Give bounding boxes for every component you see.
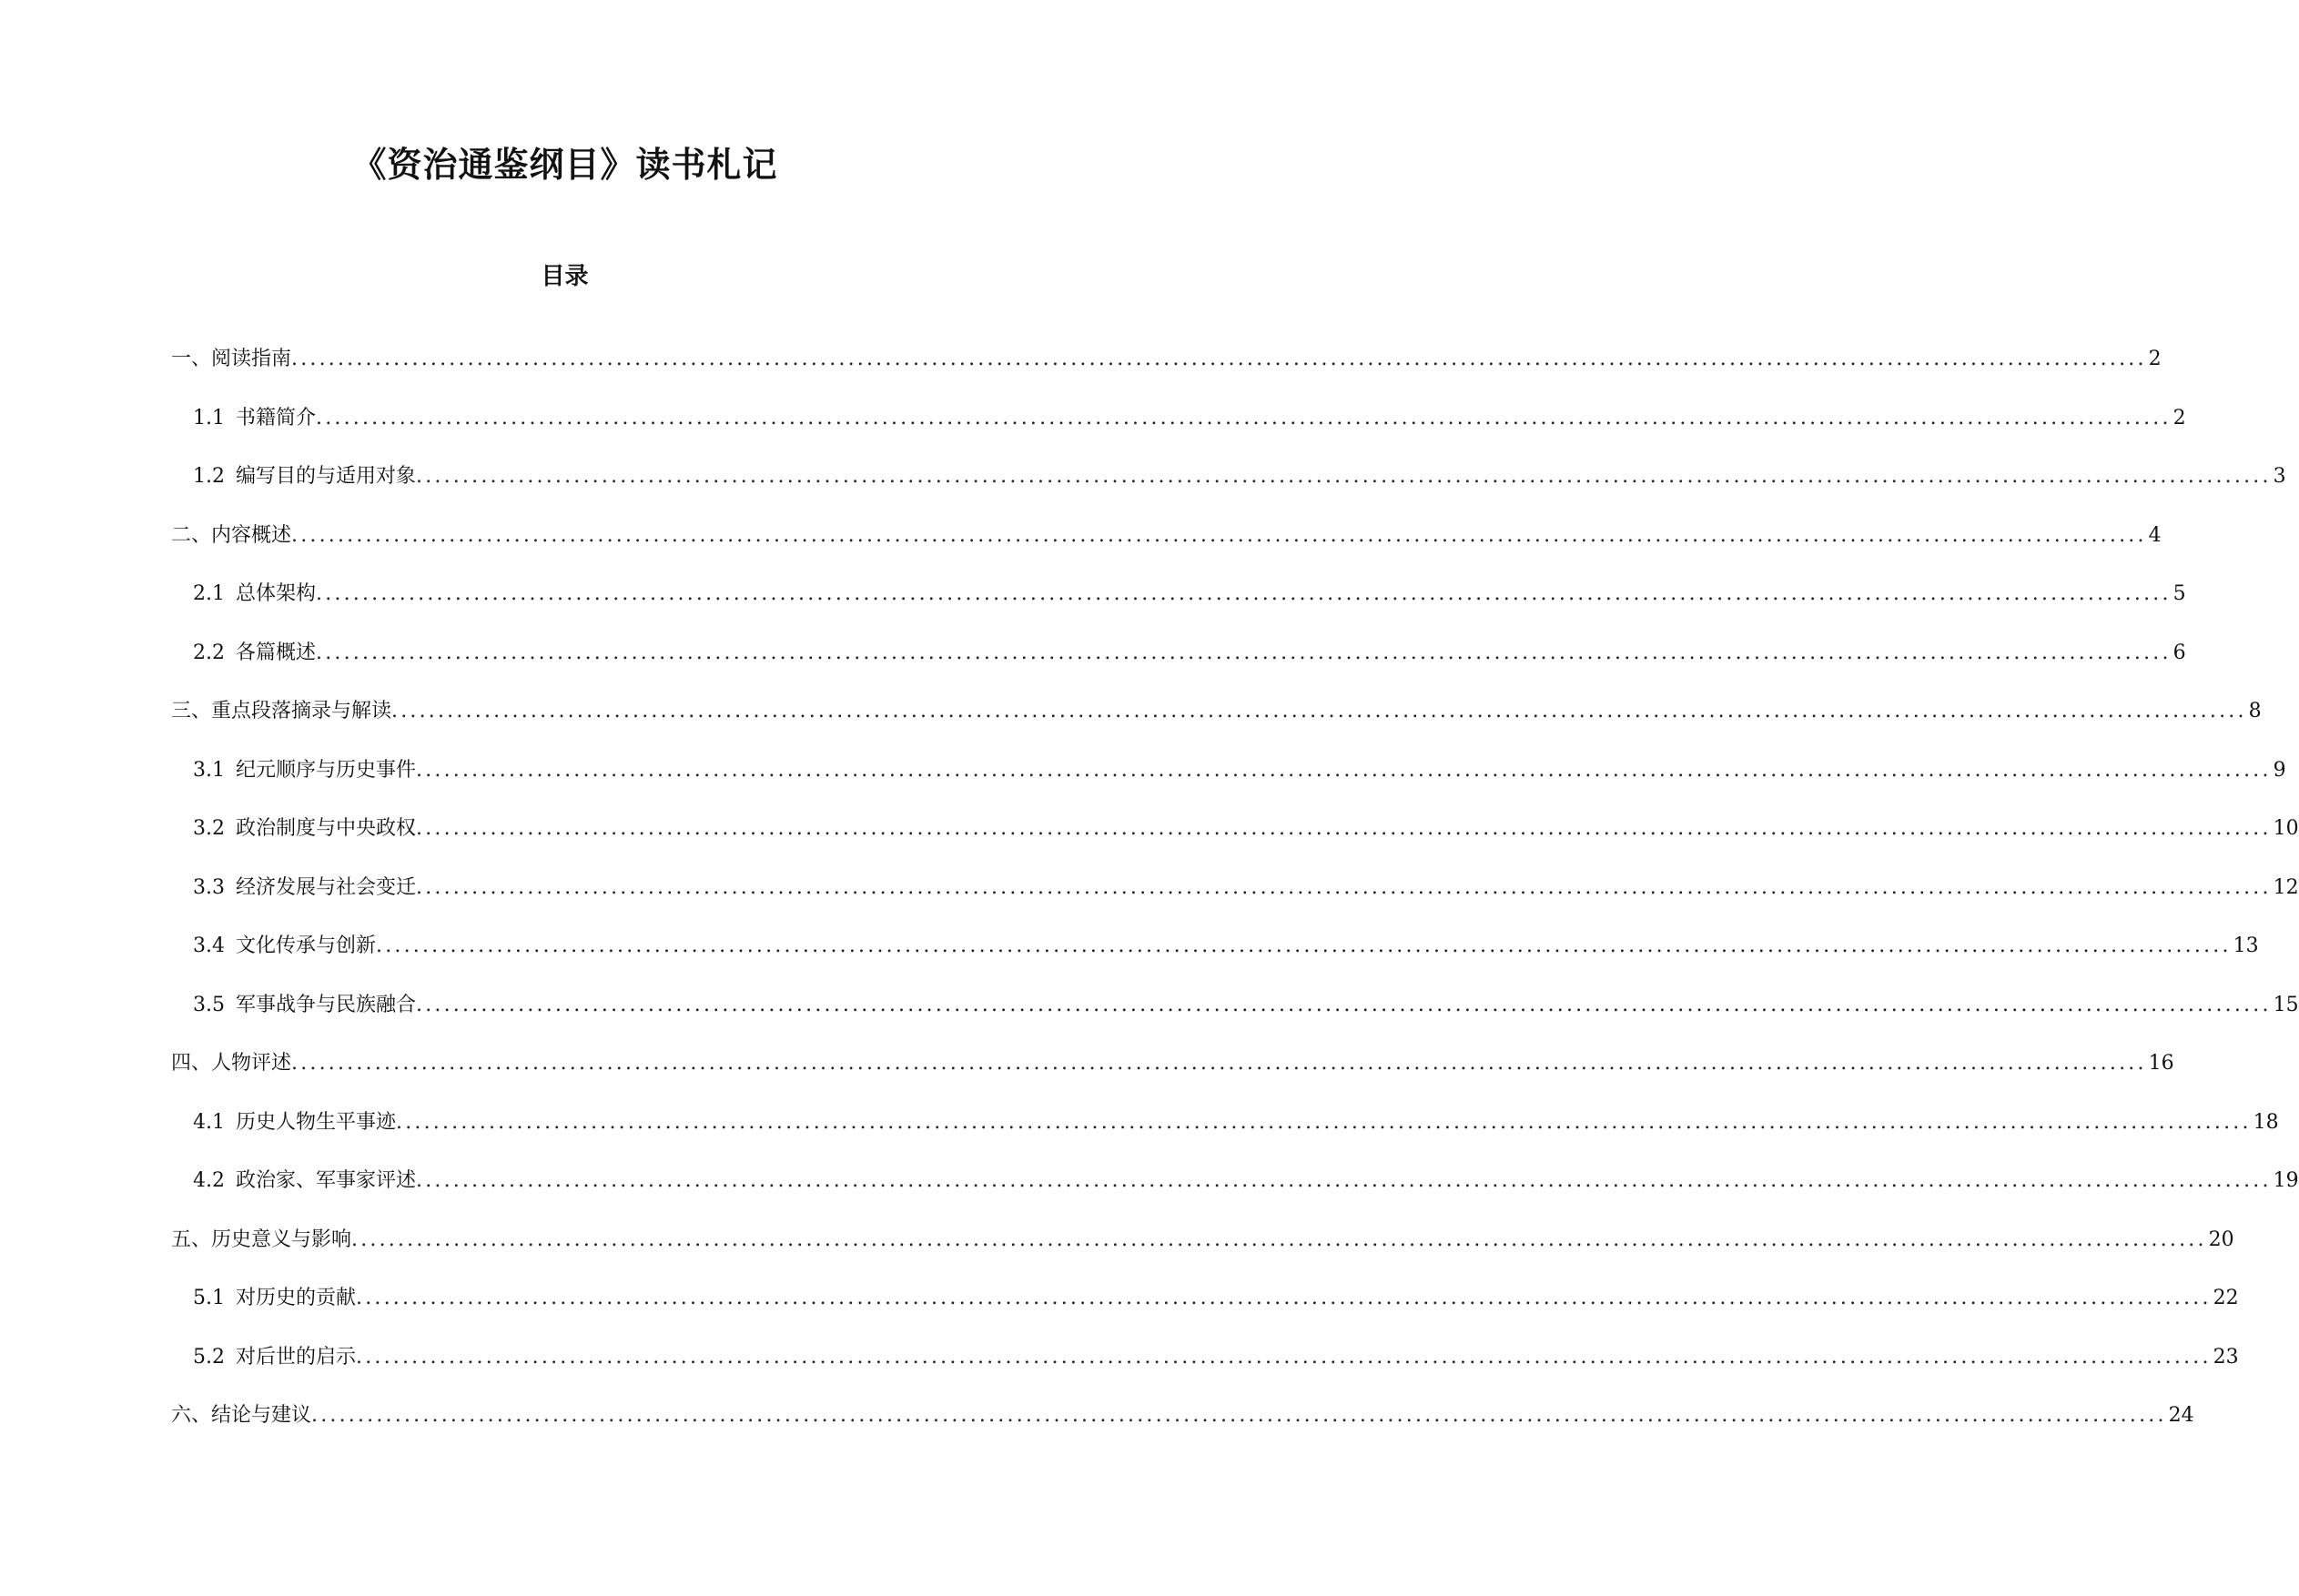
toc-entry-number: 3.1 xyxy=(193,758,225,782)
toc-entry-title: 总体架构 xyxy=(236,582,317,605)
toc-dot-leader: ........................................................................................................................................................................................................ xyxy=(416,1169,2272,1192)
toc-entry-page-number: 8 xyxy=(2248,700,2262,722)
toc-entry-title: 四、人物评述 xyxy=(171,1052,292,1075)
toc-entry-page-number: 20 xyxy=(2208,1227,2234,1251)
toc-entry-title: 三、重点段落摘录与解读 xyxy=(171,700,392,722)
toc-entry[interactable] xyxy=(193,755,2286,786)
toc-dot-leader: ........................................................................................................................................................................................................ xyxy=(291,348,2147,370)
toc-dot-leader: ........................................................................................................................................................................................................ xyxy=(376,934,2232,957)
toc-entry-number: 5.1 xyxy=(193,1287,225,1309)
toc-dot-leader: ........................................................................................................................................................................................................ xyxy=(351,1227,2207,1251)
toc-entry-page-number: 10 xyxy=(2273,817,2299,840)
toc-entry[interactable] xyxy=(193,1342,2239,1373)
toc-entry-title: 经济发展与社会变迁 xyxy=(236,875,417,899)
toc-entry-page-number: 3 xyxy=(2273,465,2286,488)
toc-entry[interactable] xyxy=(171,1225,2234,1256)
toc-entry[interactable] xyxy=(193,1107,2279,1138)
toc-entry[interactable] xyxy=(193,931,2259,962)
toc-entry-page-number: 15 xyxy=(2273,993,2299,1016)
toc-entry[interactable] xyxy=(171,520,2162,551)
toc-entry[interactable] xyxy=(193,873,2299,904)
toc-dot-leader: ........................................................................................................................................................................................................ xyxy=(316,641,2172,664)
toc-entry-title: 对历史的贡献 xyxy=(236,1287,357,1309)
toc-entry[interactable] xyxy=(171,1400,2194,1431)
toc-entry-page-number: 9 xyxy=(2273,758,2286,782)
toc-entry-page-number: 12 xyxy=(2273,875,2299,899)
toc-dot-leader: ........................................................................................................................................................................................................ xyxy=(391,700,2247,722)
document-title: 《资治通鉴纲目》读书札记 xyxy=(351,145,778,185)
toc-entry[interactable] xyxy=(193,403,2186,434)
toc-entry-page-number: 2 xyxy=(2148,348,2162,370)
toc-dot-leader: ........................................................................................................................................................................................................ xyxy=(416,875,2272,899)
toc-entry-page-number: 19 xyxy=(2273,1169,2299,1192)
toc-dot-leader: ........................................................................................................................................................................................................ xyxy=(311,1404,2167,1427)
toc-entry-page-number: 6 xyxy=(2172,641,2186,664)
toc-entry-number: 2.1 xyxy=(193,582,225,605)
toc-entry[interactable] xyxy=(193,1166,2299,1197)
toc-entry-title: 政治制度与中央政权 xyxy=(236,817,417,840)
toc-entry-title: 各篇概述 xyxy=(236,641,317,664)
toc-entry-number: 2.2 xyxy=(193,641,225,664)
toc-entry-title: 政治家、军事家评述 xyxy=(236,1169,417,1192)
toc-entry-title: 军事战争与民族融合 xyxy=(236,993,417,1016)
toc-entry-number: 1.1 xyxy=(193,406,225,429)
toc-entry[interactable] xyxy=(193,1283,2239,1314)
toc-entry-title: 对后世的启示 xyxy=(236,1345,357,1369)
toc-entry-page-number: 24 xyxy=(2168,1404,2194,1427)
toc-dot-leader: ........................................................................................................................................................................................................ xyxy=(316,582,2172,605)
toc-entry-number: 3.3 xyxy=(193,875,225,899)
toc-entry-title: 书籍简介 xyxy=(236,406,317,429)
toc-dot-leader: ........................................................................................................................................................................................................ xyxy=(416,758,2272,782)
toc-entry-page-number: 23 xyxy=(2213,1345,2239,1369)
toc-entry[interactable] xyxy=(171,344,2162,375)
toc-entry-title: 编写目的与适用对象 xyxy=(236,465,417,488)
toc-dot-leader: ........................................................................................................................................................................................................ xyxy=(416,817,2272,840)
toc-entry-title: 六、结论与建议 xyxy=(171,1404,312,1427)
toc-entry-title: 纪元顺序与历史事件 xyxy=(236,758,417,782)
toc-dot-leader: ........................................................................................................................................................................................................ xyxy=(356,1287,2212,1309)
toc-entry-number: 3.4 xyxy=(193,934,225,957)
toc-entry-page-number: 4 xyxy=(2148,523,2162,547)
toc-entry-title: 一、阅读指南 xyxy=(171,348,292,370)
toc-entry[interactable] xyxy=(171,1048,2174,1079)
toc-entry-number: 4.2 xyxy=(193,1169,225,1192)
toc-entry[interactable] xyxy=(171,696,2262,727)
toc-entry-number: 5.2 xyxy=(193,1345,225,1369)
toc-dot-leader: ........................................................................................................................................................................................................ xyxy=(416,993,2272,1016)
toc-entry-number: 3.5 xyxy=(193,993,225,1016)
toc-entry-title: 五、历史意义与影响 xyxy=(171,1227,352,1251)
toc-entry-page-number: 2 xyxy=(2172,406,2186,429)
toc-entry-page-number: 16 xyxy=(2148,1052,2174,1075)
toc-dot-leader: ........................................................................................................................................................................................................ xyxy=(416,465,2272,488)
toc-entry[interactable] xyxy=(193,579,2186,610)
toc-dot-leader: ........................................................................................................................................................................................................ xyxy=(291,523,2147,547)
toc-entry-title: 文化传承与创新 xyxy=(236,934,377,957)
toc-entry[interactable] xyxy=(193,990,2299,1021)
toc-dot-leader: ........................................................................................................................................................................................................ xyxy=(291,1052,2147,1075)
toc-entry[interactable] xyxy=(193,638,2186,669)
toc-entry[interactable] xyxy=(193,461,2286,492)
toc-entry[interactable] xyxy=(193,813,2299,844)
toc-entry-page-number: 18 xyxy=(2253,1110,2279,1134)
toc-entry-page-number: 22 xyxy=(2213,1287,2239,1309)
toc-entry-title: 历史人物生平事迹 xyxy=(236,1110,397,1134)
toc-entry-number: 4.1 xyxy=(193,1110,225,1134)
toc-dot-leader: ........................................................................................................................................................................................................ xyxy=(316,406,2172,429)
toc-entry-title: 二、内容概述 xyxy=(171,523,292,547)
toc-heading: 目录 xyxy=(541,263,589,290)
toc-entry-number: 3.2 xyxy=(193,817,225,840)
toc-dot-leader: ........................................................................................................................................................................................................ xyxy=(356,1345,2212,1369)
toc-entry-page-number: 13 xyxy=(2233,934,2259,957)
toc-dot-leader: ........................................................................................................................................................................................................ xyxy=(396,1110,2252,1134)
toc-entry-page-number: 5 xyxy=(2172,582,2186,605)
toc-entry-number: 1.2 xyxy=(193,465,225,488)
